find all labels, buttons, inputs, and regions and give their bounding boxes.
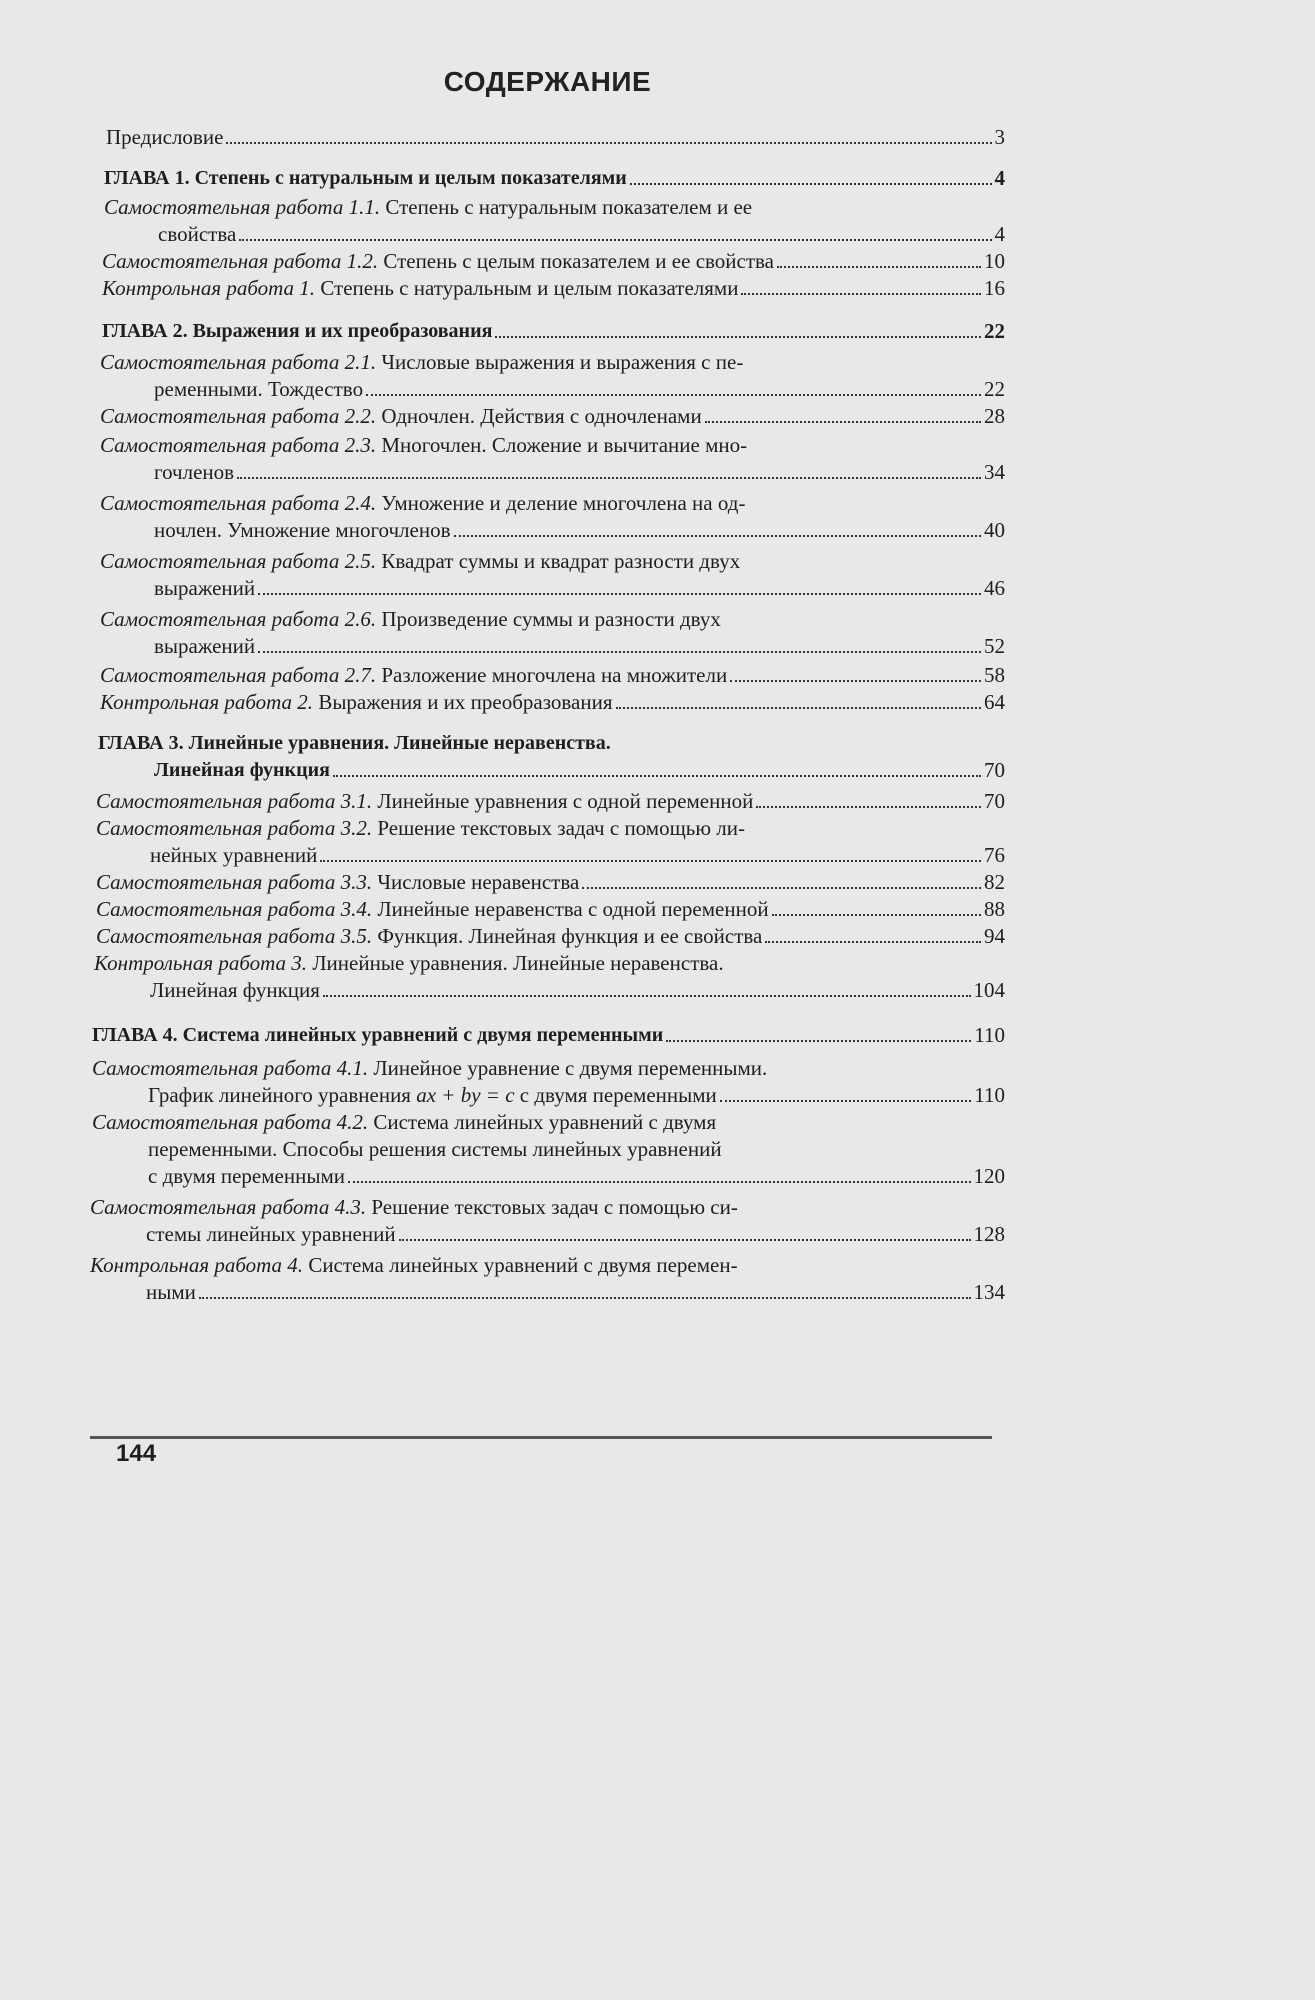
work-label: Контрольная работа 1. [102,276,316,300]
toc-entry-page: 104 [973,978,1005,1002]
toc-entry-page: 110 [974,1083,1005,1107]
dot-leader [730,680,981,682]
toc-entry-test-4 [90,1252,1005,1306]
table-of-contents-page [90,66,1005,1306]
toc-entry-title: Линейные неравенства с одной переменной [372,897,769,921]
toc-entry-page: 88 [984,897,1005,921]
toc-entry-title-cont: ными [146,1280,196,1304]
work-label: Самостоятельная работа 2.6. [100,607,377,631]
toc-entry-page: 22 [984,319,1005,343]
toc-chapter-2 [102,318,1005,345]
dot-leader [741,293,981,295]
dot-leader [582,887,981,889]
toc-entry-2-5 [100,548,1005,602]
toc-entry-title-cont: нейных уравнений [150,843,318,867]
toc-entry-title: Решение текстовых задач с помощью си- [366,1195,738,1219]
work-label: Контрольная работа 4. [90,1253,304,1277]
work-label: Самостоятельная работа 4.2. [92,1110,369,1134]
work-label: Самостоятельная работа 4.3. [90,1195,367,1219]
dot-leader [320,860,981,862]
dot-leader [495,336,981,338]
chapter-title: ГЛАВА 1. Степень с натуральным и целым показателями [104,167,627,189]
dot-leader [239,239,991,241]
work-label: Самостоятельная работа 1.1. [104,195,381,219]
dot-leader [226,142,991,144]
toc-entry-title: Числовые неравенства [372,870,580,894]
work-label: Самостоятельная работа 2.5. [100,549,377,573]
toc-entry-3-2 [96,815,1005,869]
toc-entry-page: 76 [984,843,1005,867]
toc-entry-1-1 [104,194,1005,248]
toc-entry-page: 58 [984,663,1005,687]
work-label: Самостоятельная работа 2.3. [100,433,377,457]
toc-list [90,124,1005,1306]
toc-entry-page: 16 [984,276,1005,300]
chapter-title-cont: Линейная функция [154,759,330,781]
toc-entry-page: 34 [984,460,1005,484]
work-label: Контрольная работа 3. [94,951,308,975]
dot-leader [772,914,981,916]
work-label: Самостоятельная работа 3.2. [96,816,373,840]
toc-entry-page: 4 [994,222,1005,246]
toc-entry-title: Выражения и их преобразования [313,690,613,714]
work-label: Контрольная работа 2. [100,690,314,714]
toc-entry-title: Умножение и деление многочлена на од- [376,491,746,515]
work-label: Самостоятельная работа 3.1. [96,789,373,813]
toc-entry-page: 70 [984,758,1005,782]
formula: ax + by = c [416,1083,515,1107]
toc-entry-title: Система линейных уравнений с двумя перемен- [303,1253,738,1277]
chapter-title: ГЛАВА 3. Линейные уравнения. Линейные неравенства. [98,732,611,754]
toc-entry-title-cont: с двумя переменными [514,1083,717,1107]
toc-entry-page: 82 [984,870,1005,894]
toc-entry-title: Степень с целым показателем и ее свойства [378,249,774,273]
toc-entry-title: Квадрат суммы и квадрат разности двух [376,549,741,573]
toc-entry-page: 10 [984,249,1005,273]
toc-entry-test-2 [100,689,1005,716]
toc-entry-title-cont: свойства [158,222,237,246]
toc-entry-title: Решение текстовых задач с помощью ли- [372,816,745,840]
dot-leader [399,1239,971,1241]
work-label: Самостоятельная работа 2.4. [100,491,377,515]
toc-entry-page: 134 [973,1280,1005,1304]
toc-entry-title: Предисловие [106,125,224,149]
toc-entry-title: Функция. Линейная функция и ее свойства [372,924,763,948]
dot-leader [366,394,981,396]
toc-entry-page: 28 [984,404,1005,428]
page-title: СОДЕРЖАНИЕ [443,66,652,97]
toc-entry-page: 94 [984,924,1005,948]
toc-entry-4-3 [90,1194,1005,1248]
toc-entry-3-4 [96,896,1005,923]
toc-entry-title: Произведение суммы и разности двух [376,607,721,631]
toc-entry-title-cont: ременными. Тождество [154,377,364,401]
dot-leader [258,651,981,653]
toc-entry-page: 110 [974,1023,1005,1047]
work-label: Самостоятельная работа 3.5. [96,924,373,948]
toc-chapter-3 [98,730,1005,784]
footer-rule [90,1436,992,1439]
dot-leader [348,1181,971,1183]
toc-entry-3-3 [96,869,1005,896]
toc-entry-4-2 [92,1109,1005,1190]
toc-entry-1-2 [102,248,1005,275]
dot-leader [765,941,981,943]
toc-entry-title: Линейное уравнение с двумя переменными. [368,1056,768,1080]
work-label: Самостоятельная работа 4.1. [92,1056,369,1080]
work-label: Самостоятельная работа 2.2. [100,404,377,428]
toc-entry-page: 3 [994,125,1005,149]
work-label: Самостоятельная работа 3.4. [96,897,373,921]
toc-entry-test-3 [94,950,1005,1004]
work-label: Самостоятельная работа 3.3. [96,870,373,894]
toc-entry-2-1 [100,349,1005,403]
toc-entry-2-4 [100,490,1005,544]
toc-entry-page: 40 [984,518,1005,542]
toc-entry-page: 4 [994,166,1005,190]
toc-entry-page: 120 [973,1164,1005,1188]
toc-chapter-1 [104,165,1005,192]
toc-entry-title-cont: ночлен. Умножение многочленов [154,518,451,542]
dot-leader [720,1100,972,1102]
chapter-title: ГЛАВА 2. Выражения и их преобразования [102,320,493,342]
dot-leader [237,477,981,479]
toc-entry-3-1 [96,788,1005,815]
toc-entry-title: Система линейных уравнений с двумя [368,1110,717,1134]
toc-entry-page: 22 [984,377,1005,401]
toc-entry-title: Числовые выражения и выражения с пе- [376,350,744,374]
toc-entry-title-cont: с двумя переменными [148,1164,345,1188]
dot-leader [258,593,981,595]
work-label: Самостоятельная работа 2.7. [100,663,377,687]
toc-entry-2-2 [100,403,1005,430]
toc-entry-page: 46 [984,576,1005,600]
toc-entry-page: 128 [973,1222,1005,1246]
toc-entry-title: Многочлен. Сложение и вычитание мно- [376,433,748,457]
toc-entry-2-7 [100,662,1005,689]
toc-entry-test-1 [102,275,1005,302]
dot-leader [199,1297,971,1299]
toc-entry-2-3 [100,432,1005,486]
toc-entry-title-cont: Линейная функция [150,978,320,1002]
toc-entry-title-cont: переменными. Способы решения системы линейных уравнений [148,1137,722,1161]
dot-leader [630,183,992,185]
toc-entry-title: Линейные уравнения. Линейные неравенства. [307,951,724,975]
dot-leader [777,266,981,268]
toc-entry-title-cont: График линейного уравнения [148,1083,417,1107]
dot-leader [616,707,982,709]
toc-entry-title: Степень с натуральным показателем и ее [380,195,753,219]
toc-entry-2-6 [100,606,1005,660]
dot-leader [454,535,981,537]
toc-entry-title-cont: стемы линейных уравнений [146,1222,396,1246]
dot-leader [333,775,981,777]
toc-entry-page: 52 [984,634,1005,658]
toc-entry-3-5 [96,923,1005,950]
toc-entry-title: Степень с натуральным и целым показателями [315,276,739,300]
toc-entry-4-1 [92,1055,1005,1109]
toc-entry-title-cont: гочленов [154,460,235,484]
toc-entry-title-cont: выражений [154,576,256,600]
toc-entry-title: Одночлен. Действия с одночленами [376,404,702,428]
toc-entry-page: 70 [984,789,1005,813]
dot-leader [705,421,981,423]
dot-leader [666,1040,971,1042]
toc-chapter-4 [92,1022,1005,1049]
dot-leader [756,806,981,808]
dot-leader [323,995,971,997]
work-label: Самостоятельная работа 1.2. [102,249,379,273]
toc-entry-page: 64 [984,690,1005,714]
chapter-title: ГЛАВА 4. Система линейных уравнений с двумя переменными [92,1024,664,1046]
work-label: Самостоятельная работа 2.1. [100,350,377,374]
toc-entry-preface [106,124,1005,151]
toc-entry-title: Разложение многочлена на множители [376,663,728,687]
toc-entry-title-cont: выражений [154,634,256,658]
toc-entry-title: Линейные уравнения с одной переменной [372,789,754,813]
page-number: 144 [116,1440,157,1467]
